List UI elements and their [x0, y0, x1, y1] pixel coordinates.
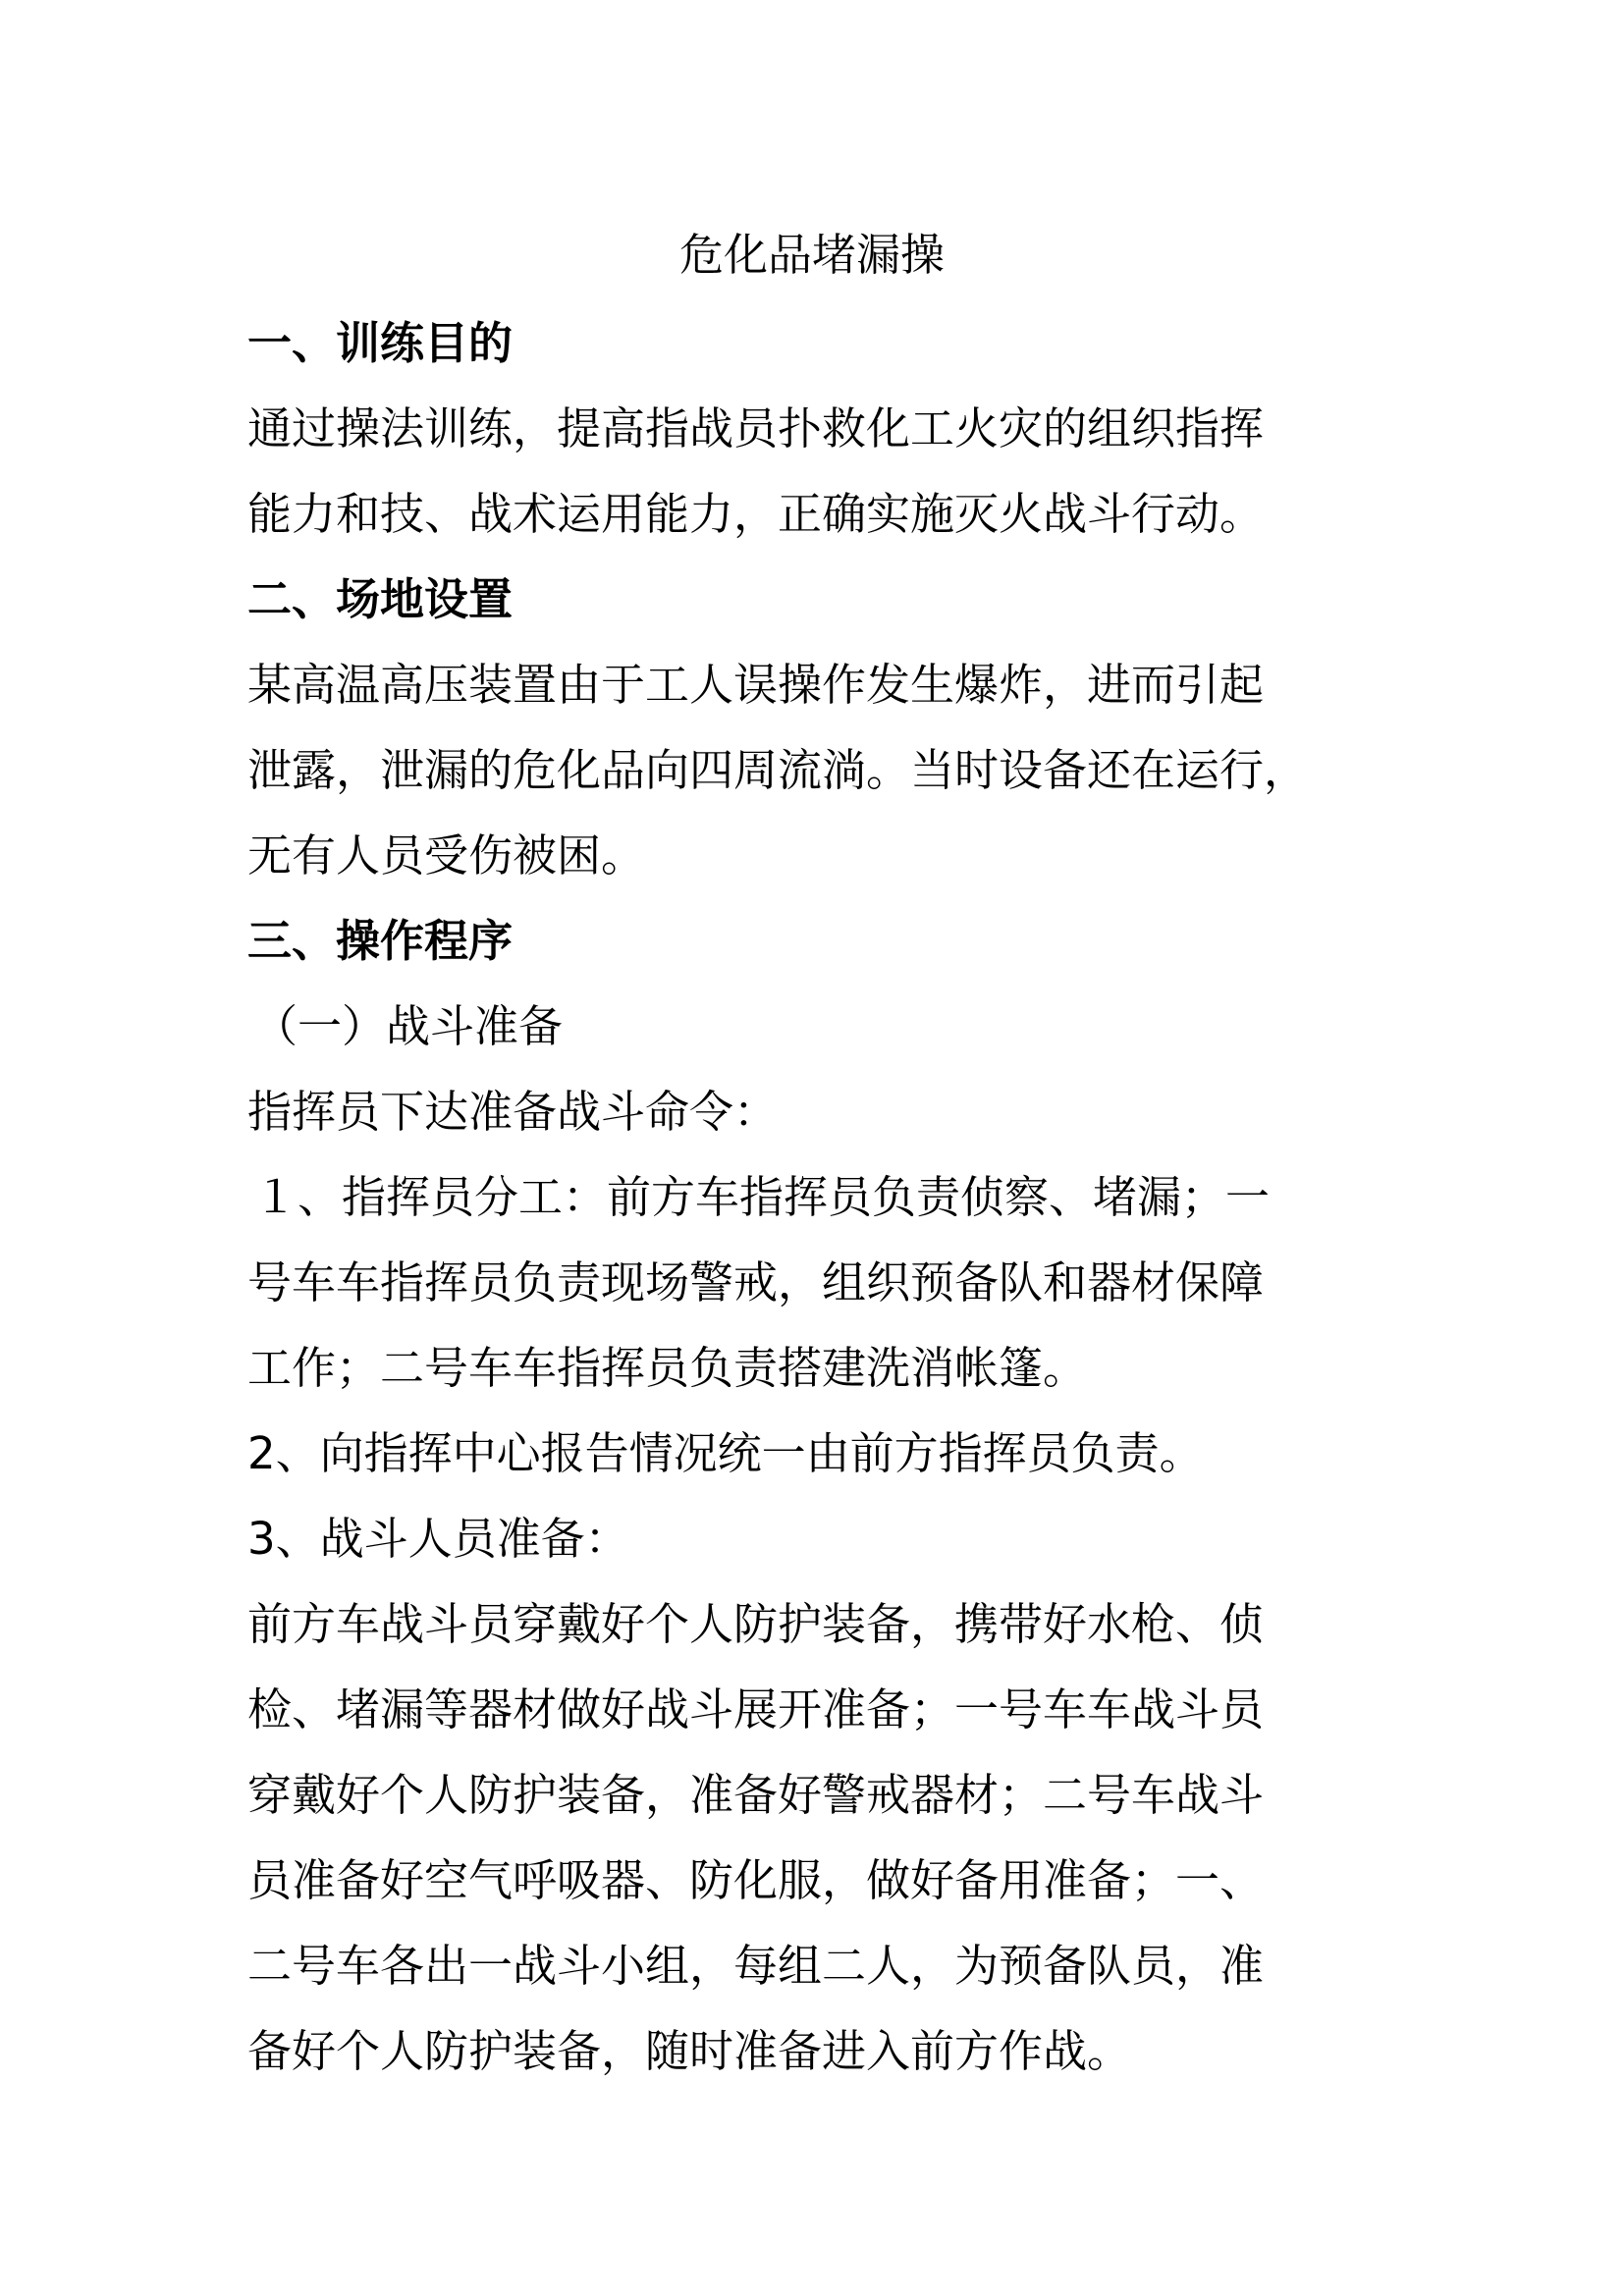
- paragraph-line: 无有人员受伤被困。: [247, 829, 646, 881]
- paragraph-line: 泄露，泄漏的危化品向四周流淌。当时设备还在运行，: [247, 744, 1309, 796]
- paragraph-line: 备好个人防护装备，随时准备进入前方作战。: [247, 2025, 1132, 2077]
- section-heading-site-setup: 二、场地设置: [247, 573, 514, 625]
- subsection-heading-combat-preparation: （一）战斗准备: [253, 1000, 564, 1052]
- list-item-line: １、指挥员分工：前方车指挥员负责侦察、堵漏；一: [253, 1171, 1271, 1223]
- paragraph-line: 检、堵漏等器材做好战斗展开准备；一号车车战斗员: [247, 1683, 1265, 1735]
- list-item-line: 2、向指挥中心报告情况统一由前方指挥员负责。: [247, 1427, 1204, 1479]
- paragraph-line: 号车车指挥员负责现场警戒，组织预备队和器材保障: [247, 1256, 1265, 1308]
- paragraph-line: 员准备好空气呼吸器、防化服，做好备用准备；一、: [247, 1854, 1265, 1906]
- paragraph-line: 前方车战斗员穿戴好个人防护装备，携带好水枪、侦: [247, 1598, 1265, 1650]
- paragraph-line: 指挥员下达准备战斗命令：: [247, 1086, 779, 1138]
- section-heading-operating-procedure: 三、操作程序: [247, 915, 514, 967]
- paragraph-line: 工作；二号车车指挥员负责搭建洗消帐篷。: [247, 1342, 1088, 1394]
- paragraph-line: 能力和技、战术运用能力，正确实施灭火战斗行动。: [247, 488, 1265, 540]
- paragraph-line: 通过操法训练，提高指战员扑救化工火灾的组织指挥: [247, 402, 1265, 454]
- document-title: 危化品堵漏操: [678, 229, 945, 281]
- paragraph-line: 穿戴好个人防护装备，准备好警戒器材；二号车战斗: [247, 1769, 1265, 1821]
- paragraph-line: 二号车各出一战斗小组，每组二人，为预备队员，准: [247, 1940, 1265, 1992]
- paragraph-line: 某高温高压装置由于工人误操作发生爆炸，进而引起: [247, 659, 1265, 711]
- section-heading-training-purpose: 一、训练目的: [247, 317, 514, 369]
- list-item-line: 3、战斗人员准备：: [247, 1513, 629, 1565]
